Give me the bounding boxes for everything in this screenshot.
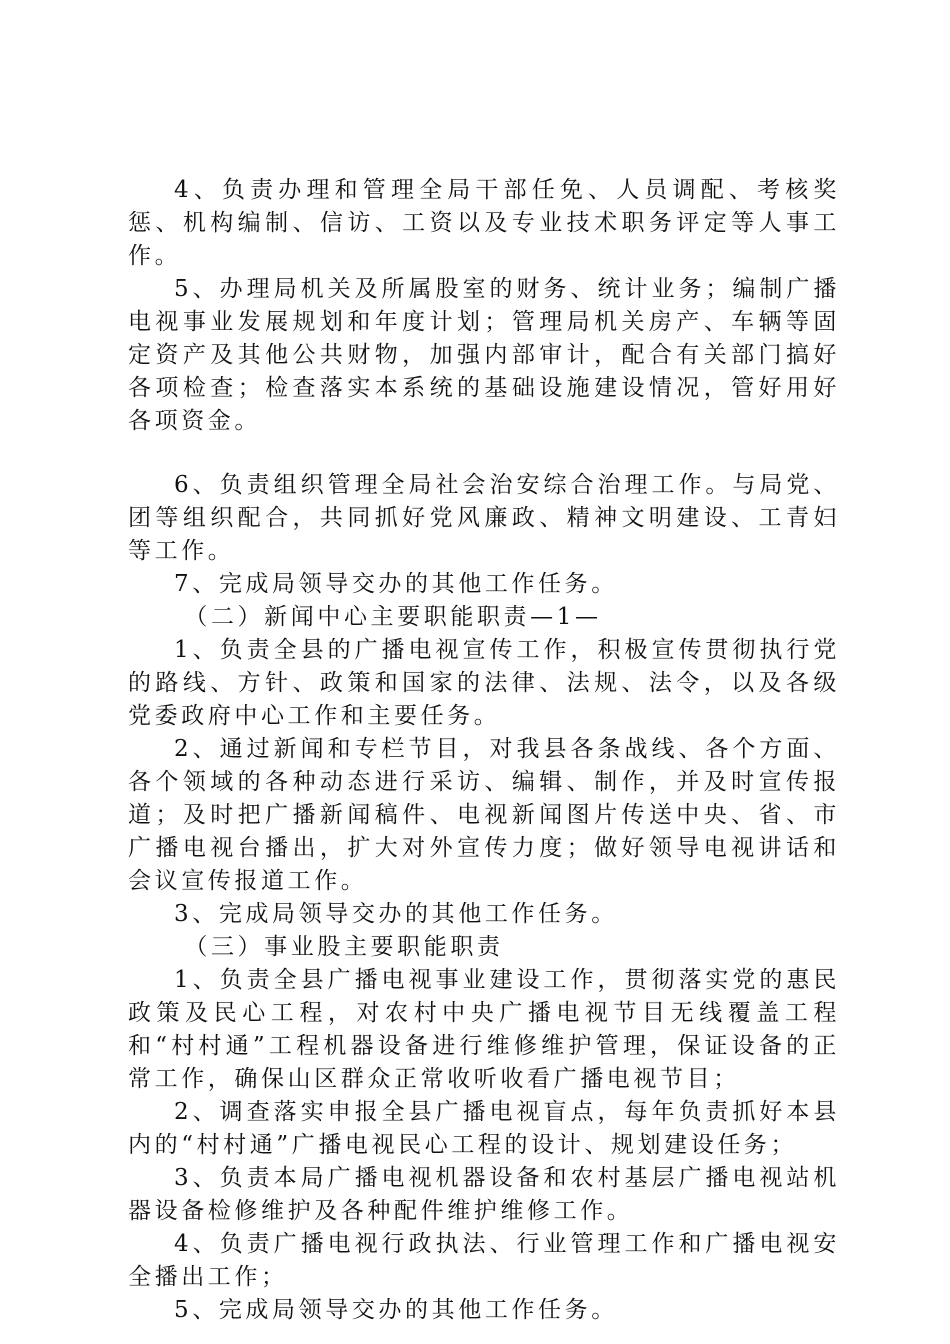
paragraph-news-item-2: 2、通过新闻和专栏节目，对我县各条战线、各个方面、各个领域的各种动态进行采访、编辑、制作，并及时宣传报道；及时把广播新闻稿件、电视新闻图片传送中央、省、市广播电视台播出，扩大对外宣传力度；做好领导电视讲话和会议宣传报道工作。 (128, 736, 840, 894)
section-heading-business-unit: （三）事业股主要职能职责 (184, 934, 504, 960)
document-body (128, 174, 840, 1327)
paragraph-news-item-3: 3、完成局领导交办的其他工作任务。 (174, 901, 618, 927)
paragraph-news-item-1: 1、负责全县的广播电视宣传工作，积极宣传贯彻执行党的路线、方针、政策和国家的法律、法规、法令，以及各级党委政府中心工作和主要任务。 (128, 637, 840, 729)
paragraph-business-item-3: 3、负责本局广播电视机器设备和农村基层广播电视站机器设备检修维护及各种配件维护维修工作。 (128, 1165, 840, 1224)
paragraph-business-item-5: 5、完成局领导交办的其他工作任务。 (174, 1297, 618, 1323)
paragraph-item-6-security: 6、负责组织管理全局社会治安综合治理工作。与局党、团等组织配合，共同抓好党风廉政、精神文明建设、工青妇等工作。 (128, 472, 840, 564)
paragraph-item-7-other-tasks: 7、完成局领导交办的其他工作任务。 (174, 571, 618, 597)
section-heading-news-center: （二）新闻中心主要职能职责—1— (184, 604, 602, 630)
paragraph-item-4-personnel: 4、负责办理和管理全局干部任免、人员调配、考核奖惩、机构编制、信访、工资以及专业技术职务评定等人事工作。 (128, 177, 840, 269)
paragraph-business-item-4: 4、负责广播电视行政执法、行业管理工作和广播电视安全播出工作； (128, 1231, 840, 1290)
paragraph-business-item-1: 1、负责全县广播电视事业建设工作，贯彻落实党的惠民政策及民心工程，对农村中央广播电视节目无线覆盖工程和“村村通”工程机器设备进行维修维护管理，保证设备的正常工作，确保山区群众正常收听收看广播电视节目； (128, 967, 840, 1092)
paragraph-business-item-2: 2、调查落实申报全县广播电视盲点，每年负责抓好本县内的“村村通”广播电视民心工程的设计、规划建设任务； (128, 1099, 840, 1158)
paragraph-item-5-finance: 5、办理局机关及所属股室的财务、统计业务；编制广播电视事业发展规划和年度计划；管理局机关房产、车辆等固定资产及其他公共财物，加强内部审计，配合有关部门搞好各项检查；检查落实本系统的基础设施建设情况，管好用好各项资金。 (128, 276, 840, 434)
